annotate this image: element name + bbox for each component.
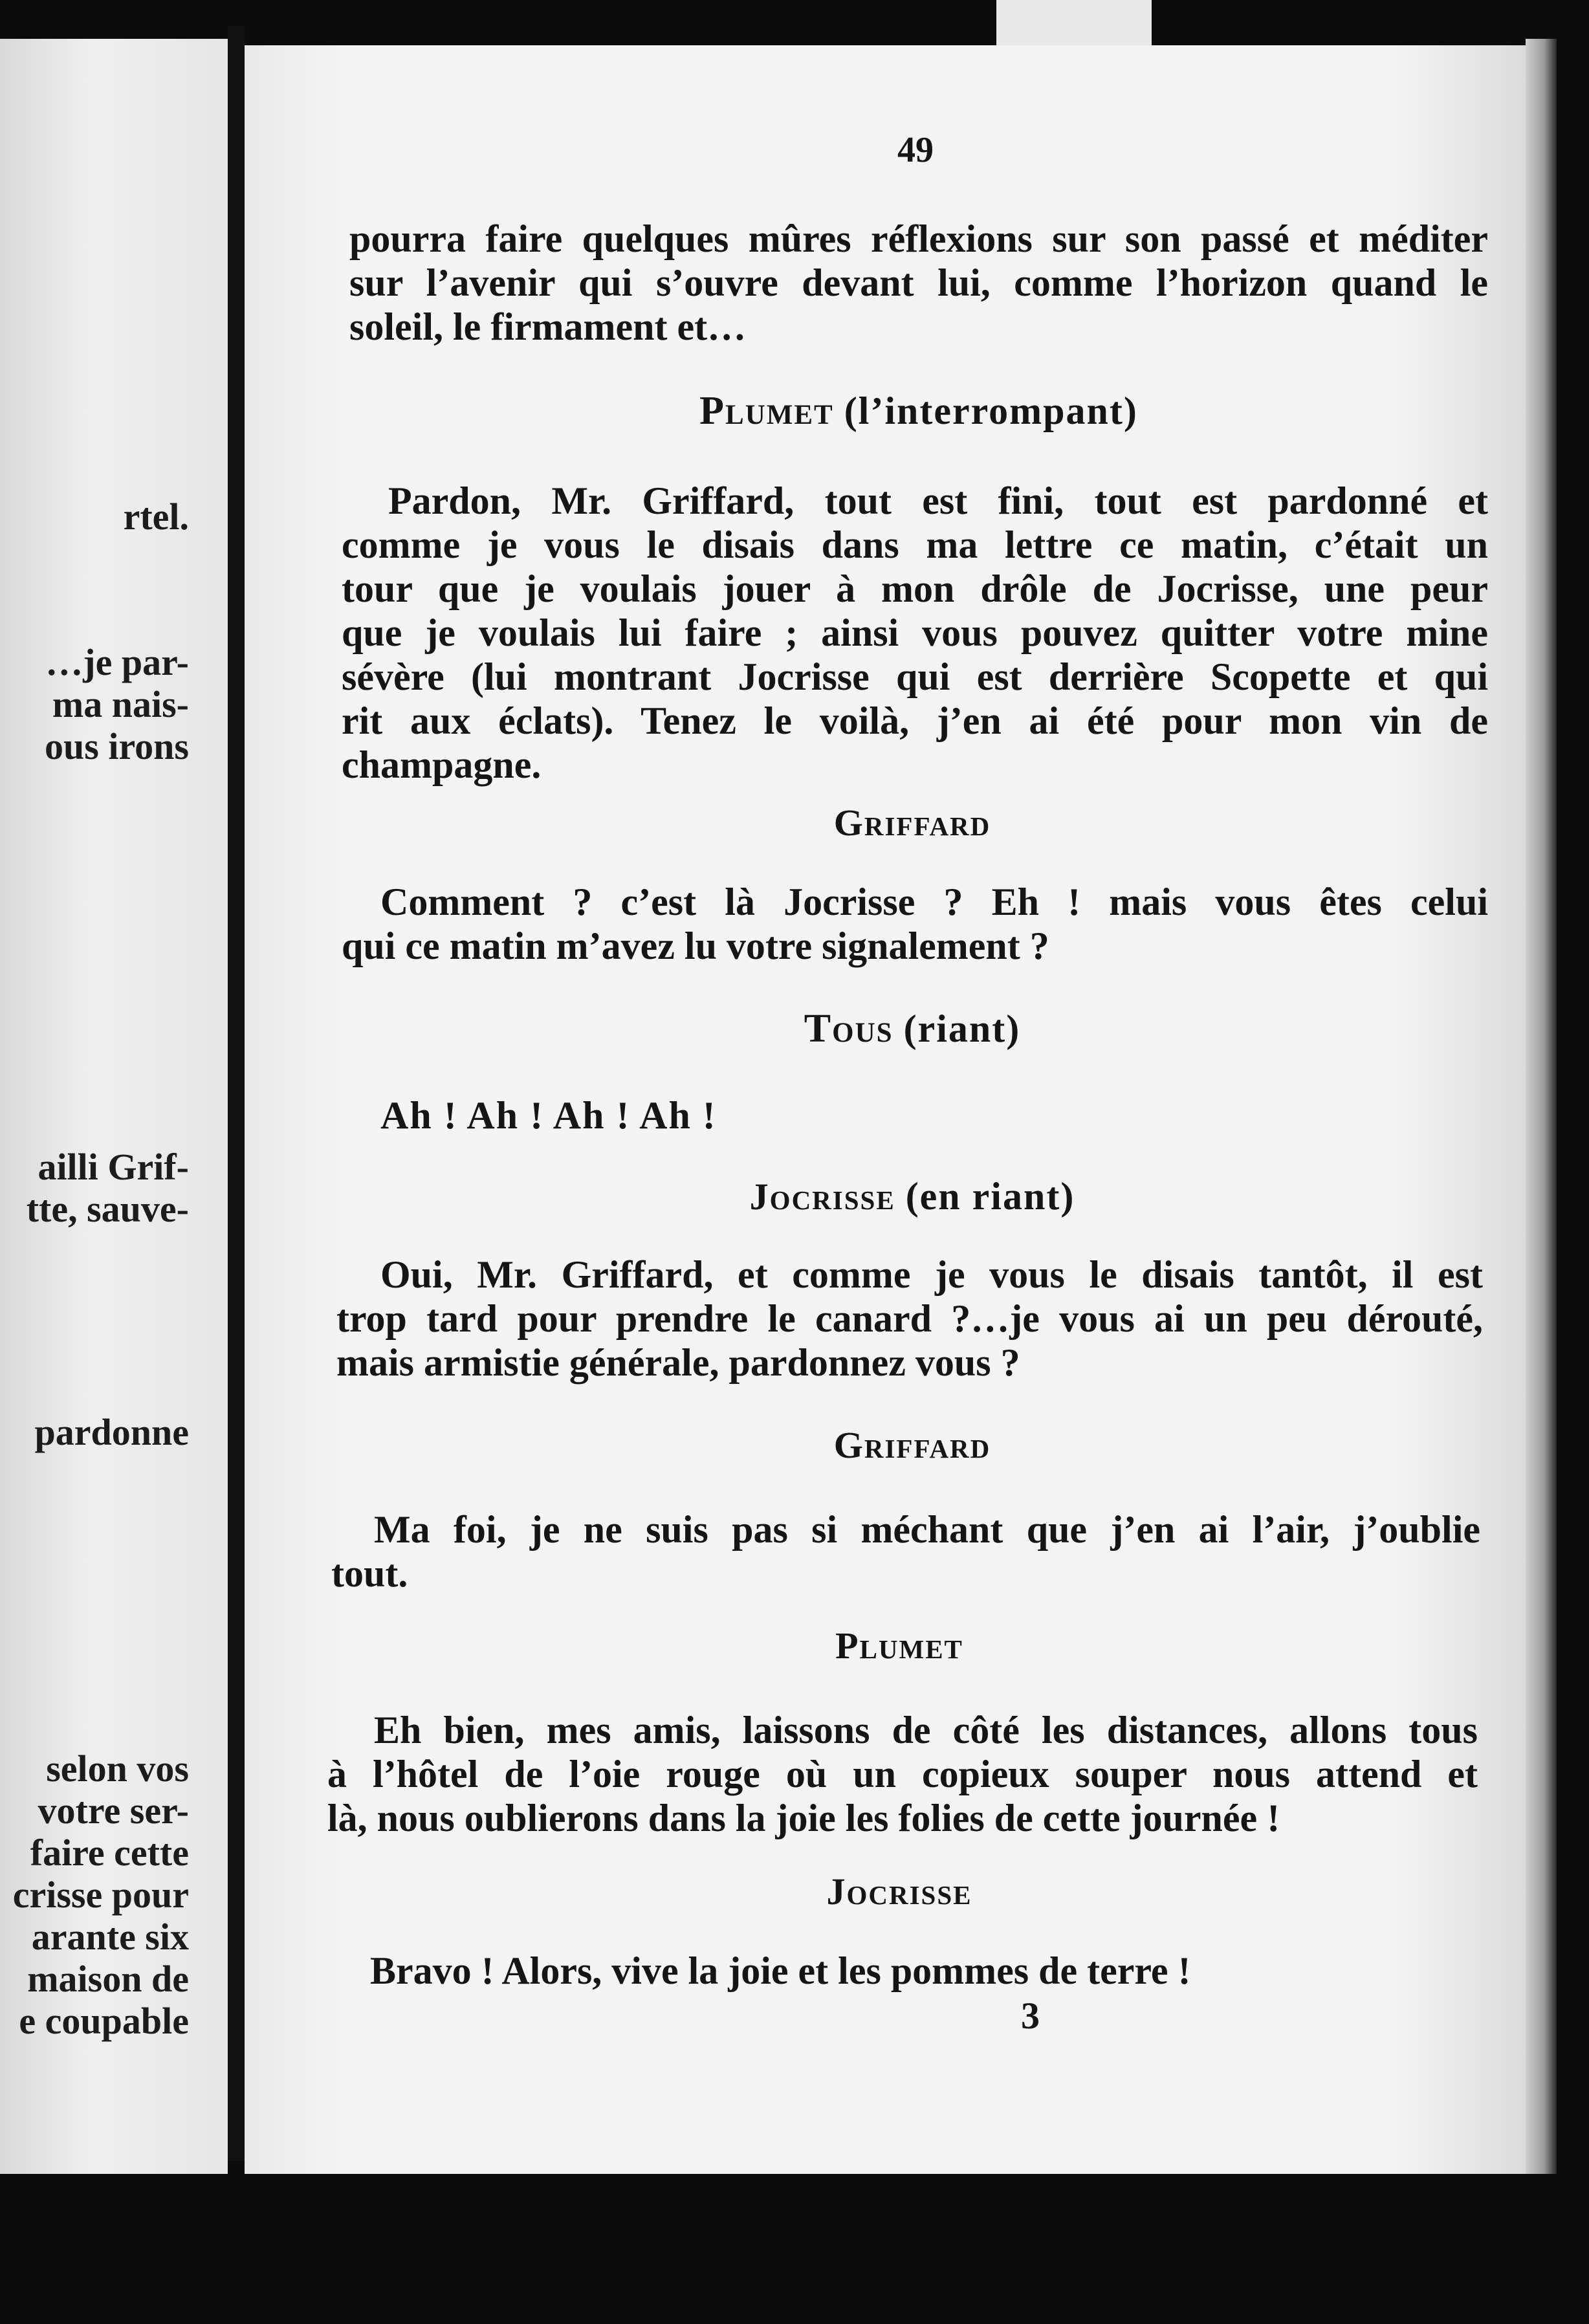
text-line: que je voulais lui faire ; ainsi vous pouvez quitter votre mine <box>342 611 1488 654</box>
signature-mark: 3 <box>1021 1995 1040 2037</box>
left-page-line: …je par- <box>45 641 189 683</box>
stage-direction: (en riant) <box>905 1175 1075 1218</box>
left-page-line: ailli Grif- <box>38 1146 189 1188</box>
text-line: soleil, le firmament et… <box>349 305 747 348</box>
text-line: là, nous oublierons dans la joie les folies de cette journée ! <box>327 1797 1280 1839</box>
stage-direction: (l’interrompant) <box>844 389 1138 432</box>
page-edge <box>1526 39 1557 2174</box>
left-page-line: crisse pour <box>12 1874 189 1916</box>
left-page-line: pardonne <box>34 1411 189 1453</box>
speaker-heading <box>349 1174 1475 1219</box>
book-gutter <box>228 26 245 2161</box>
text-line: qui ce matin m’avez lu votre signalement ? <box>342 925 1049 967</box>
text-line: mais armistie générale, pardonnez vous ? <box>336 1341 1020 1384</box>
left-page-line: ma nais- <box>52 683 189 725</box>
text-line: Ma foi, je ne suis pas si méchant que j’en ai l’air, j’oublie <box>374 1508 1480 1551</box>
text-line: Eh bien, mes amis, laissons de côté les distances, allons tous <box>374 1709 1478 1751</box>
text-line: champagne. <box>342 743 542 786</box>
speaker-name: Griffard <box>833 802 991 844</box>
left-page-line: rtel. <box>123 496 189 538</box>
speaker-heading <box>349 1423 1475 1467</box>
left-page-line: selon vos <box>46 1748 189 1790</box>
speaker-name: Plumet <box>835 1625 963 1667</box>
speaker-name: Tous <box>804 1007 893 1051</box>
text-line: tout. <box>331 1552 408 1595</box>
speaker-name: Jocrisse <box>749 1176 895 1218</box>
speaker-heading <box>349 1006 1475 1052</box>
speaker-heading <box>349 388 1488 434</box>
text-line: pourra faire quelques mûres réflexions sur son passé et méditer <box>349 217 1488 260</box>
text-line: Comment ? c’est là Jocrisse ? Eh ! mais vous êtes celui <box>380 881 1488 923</box>
text-line: tour que je voulais jouer à mon drôle de Jocrisse, une peur <box>342 567 1488 610</box>
left-page-line: tte, sauve- <box>26 1188 189 1230</box>
speaker-name: Griffard <box>833 1424 991 1466</box>
text-line: Bravo ! Alors, vive la joie et les pommes de terre ! <box>370 1949 1191 1992</box>
text-line: Ah ! Ah ! Ah ! Ah ! <box>380 1094 717 1137</box>
text-line: à l’hôtel de l’oie rouge où un copieux souper nous attend et <box>327 1753 1478 1795</box>
text-line: sévère (lui montrant Jocrisse qui est derrière Scopette et qui <box>342 655 1488 698</box>
text-line: rit aux éclats). Tenez le voilà, j’en ai été pour mon vin de <box>342 699 1488 742</box>
left-page-line: maison de <box>27 1958 189 2000</box>
left-page-line: votre ser- <box>38 1790 189 1832</box>
page-top-strip <box>996 0 1152 45</box>
text-line: trop tard pour prendre le canard ?…je vous ai un peu dérouté, <box>336 1297 1483 1340</box>
left-page <box>0 39 228 2174</box>
left-page-line: ous irons <box>45 725 189 767</box>
text-line: sur l’avenir qui s’ouvre devant lui, comme l’horizon quand le <box>349 261 1488 304</box>
left-page-line: e coupable <box>19 2000 189 2042</box>
stage-direction: (riant) <box>903 1007 1021 1050</box>
speaker-heading <box>349 1870 1449 1913</box>
text-line: comme je vous le disais dans ma lettre ce matin, c’était un <box>342 523 1488 566</box>
speaker-heading <box>349 801 1475 844</box>
page-number: 49 <box>897 130 934 170</box>
speaker-name: Plumet <box>699 389 834 433</box>
left-page-line: faire cette <box>30 1832 189 1874</box>
speaker-name: Jocrisse <box>826 1870 972 1913</box>
speaker-heading <box>349 1624 1449 1667</box>
left-page-line: arante six <box>31 1916 189 1958</box>
text-line: Oui, Mr. Griffard, et comme je vous le disais tantôt, il est <box>380 1253 1483 1296</box>
text-line: Pardon, Mr. Griffard, tout est fini, tout est pardonné et <box>388 479 1488 522</box>
